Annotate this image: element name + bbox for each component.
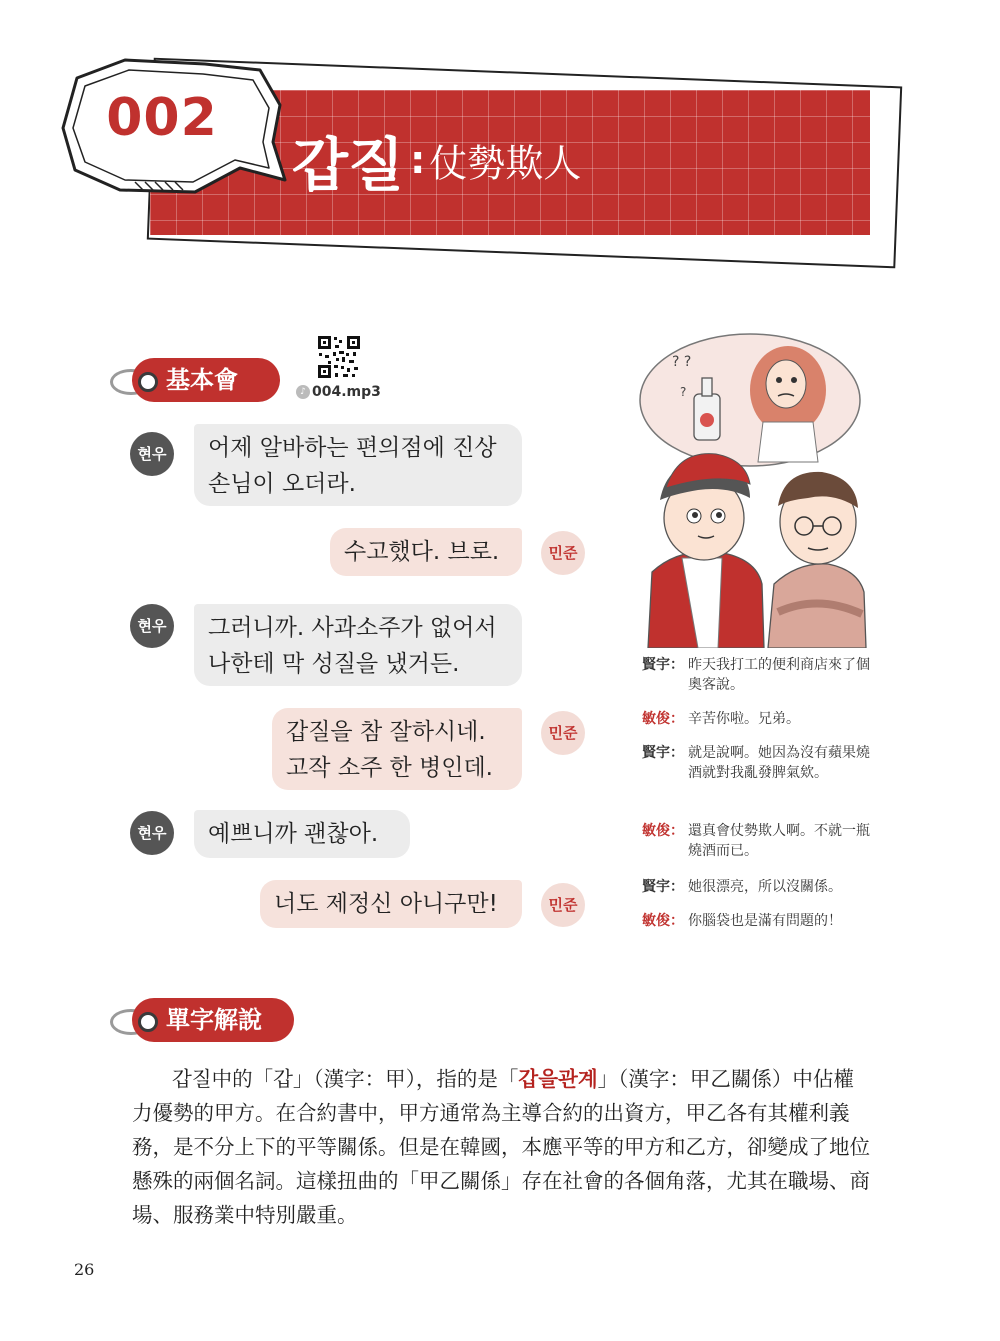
dialogue-line: 나한테 막 성질을 냈거든.: [208, 651, 460, 677]
audio-label[interactable]: [296, 384, 381, 400]
svg-text:?: ?: [680, 385, 687, 399]
dialogue-bubble: [194, 424, 522, 506]
speaker-badge-hyeonu: 현우: [130, 604, 174, 648]
dialogue-bubble: [260, 880, 522, 928]
speaker-badge-minjun: 민준: [541, 711, 585, 755]
dialogue-line: 손님이 오더라.: [208, 471, 356, 497]
translation-text: 昨天我打工的便利商店來了個奧客說。: [688, 657, 870, 693]
pin-icon: [138, 372, 158, 392]
dialogue-line: 너도 제정신 아니구만!: [274, 891, 498, 917]
title-chinese: 仗勢欺人: [429, 141, 582, 186]
translation-speaker: 賢宇：: [642, 657, 684, 673]
speaker-badge-hyeonu: 현우: [130, 432, 174, 476]
title-colon: :: [410, 138, 426, 182]
vocab-explanation: [132, 1062, 872, 1232]
translation-row: [642, 821, 882, 861]
dialogue-bubble: [272, 708, 522, 790]
highlight-term: 갑을관계: [518, 1067, 598, 1091]
dialogue-line: 예쁘니까 괜찮아.: [208, 821, 379, 847]
svg-text:? ?: ? ?: [672, 354, 692, 370]
translation-row: [642, 743, 882, 803]
dialogue-line: 고작 소주 한 병인데.: [286, 755, 493, 781]
speaker-badge-hyeonu: 현우: [130, 811, 174, 855]
pin-icon: [138, 1012, 158, 1032]
section-dialogue-text: 基本會話: [166, 366, 238, 438]
speaker-badge-minjun: 민준: [541, 883, 585, 927]
dialogue-bubble: [330, 528, 522, 576]
translation-text: 還真會仗勢欺人啊。不就一瓶燒酒而已。: [688, 823, 870, 859]
translation-speaker: 賢宇：: [642, 745, 684, 761]
translation-speaker: 賢宇：: [642, 879, 684, 895]
translation-text: 她很漂亮，所以沒關係。: [688, 879, 842, 895]
title-korean: 갑질: [292, 131, 405, 199]
dialogue-line: 수고했다. 브로.: [344, 539, 500, 565]
audio-icon: ♪: [296, 385, 310, 399]
translation-row: [642, 911, 882, 931]
dialogue-bubble: [194, 810, 410, 858]
dialogue-line: 그러니까. 사과소주가 없어서: [208, 615, 497, 641]
translation-text: 你腦袋也是滿有問題的！: [688, 913, 842, 929]
lesson-number: 002: [106, 88, 218, 148]
dialogue-line: 갑질을 참 잘하시네.: [286, 719, 486, 745]
body-text-part: 갑질中的「갑」（漢字：甲），指的是「: [172, 1067, 519, 1091]
audio-filename: 004.mp3: [312, 384, 381, 400]
translation-speaker: 敏俊：: [642, 913, 684, 929]
translation-row: [642, 709, 882, 729]
section-vocab-text: 單字解說: [166, 1006, 262, 1034]
page-number: 26: [74, 1260, 95, 1279]
page-title: [292, 118, 581, 202]
dialogue-bubble: [194, 604, 522, 686]
body-text-part: 」（漢字：甲乙關係）中佔權力優勢的甲方。在合約書中，甲方通常為主導合約的出資方，甲乙各有其權利義務，是不分上下的平等關係。但是在韓國，本應平等的甲方和乙方，卻變成了地位懸殊的兩個名詞。這樣扭曲的「甲乙關係」存在社會的各個角落，尤其在職場、商場、服務業中特別嚴重。: [132, 1067, 870, 1227]
qr-code-icon[interactable]: [316, 334, 362, 380]
dialogue-line: 어제 알바하는 편의점에 진상: [208, 435, 497, 461]
translation-speaker: 敏俊：: [642, 711, 684, 727]
translation-row: [642, 877, 882, 897]
illustration-characters: [638, 322, 870, 648]
speaker-badge-minjun: 민준: [541, 531, 585, 575]
translation-row: [642, 655, 882, 695]
translation-text: 就是說啊。她因為沒有蘋果燒酒就對我亂發脾氣欸。: [688, 745, 870, 781]
translation-text: 辛苦你啦。兄弟。: [688, 711, 800, 727]
translation-speaker: 敏俊：: [642, 823, 684, 839]
